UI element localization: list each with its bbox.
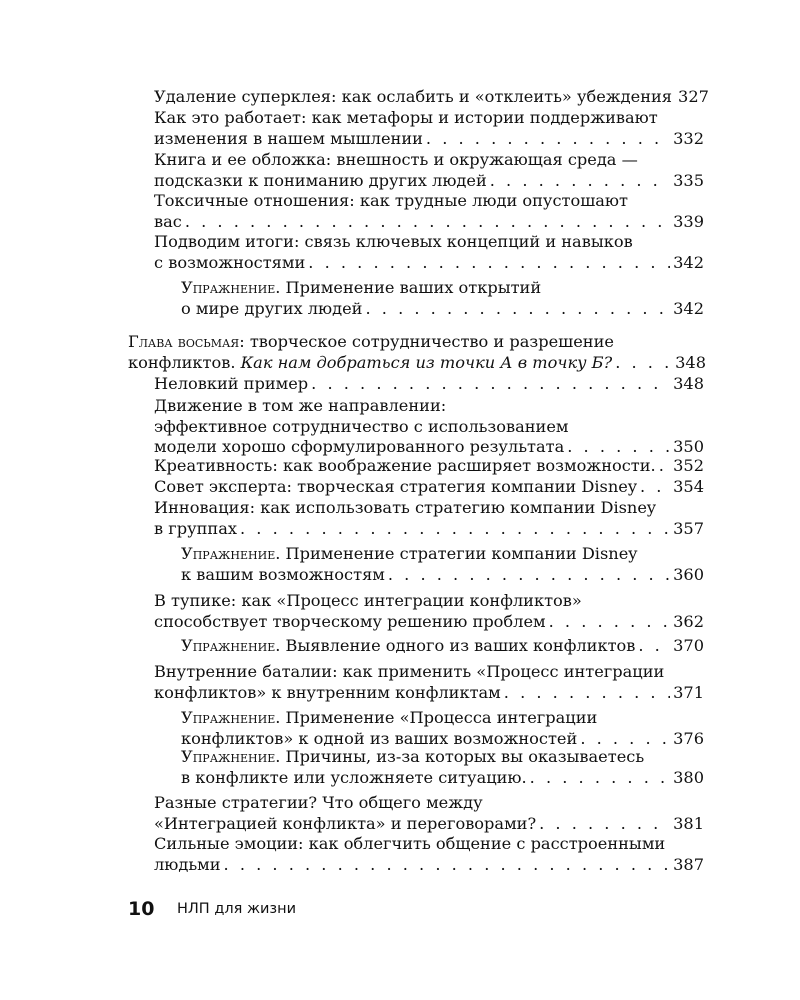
toc-page-number: 362 [673, 611, 704, 631]
toc-entry-title: В тупике: как «Процесс интеграции конфликтов» [154, 591, 582, 610]
toc-page-number: 381 [673, 813, 704, 833]
toc-exercise [181, 278, 704, 319]
toc-chapter [128, 332, 706, 373]
dot-leader [426, 129, 670, 150]
chapter-subtitle: Как нам добраться из точки А в точку Б? [240, 352, 613, 372]
toc-entry-title: Применение ваших открытий [285, 278, 542, 297]
exercise-label: Упражнение. [181, 278, 281, 297]
dot-leader [365, 299, 670, 320]
toc-entry-title: Как это работает: как метафоры и истории поддерживают [154, 108, 658, 127]
toc-entry-title: Движение в том же направлении: [154, 396, 447, 415]
toc-entry [154, 374, 704, 395]
dot-leader [640, 477, 670, 498]
dot-leader [539, 814, 670, 835]
toc-entry-title: Токсичные отношения: как трудные люди опустошают [154, 191, 628, 210]
toc-page-number: 348 [675, 352, 706, 372]
running-footer-title: НЛП для жизни [177, 901, 297, 917]
toc-page-number: 357 [673, 518, 704, 538]
toc-page-number: 387 [673, 854, 704, 874]
toc-entry-title: Выявление одного из ваших конфликтов [285, 636, 636, 655]
exercise-label: Упражнение. [181, 708, 281, 727]
toc-entry-title: Применение «Процесса интеграции [285, 708, 598, 727]
toc-entry-title-cont: вас [154, 211, 182, 231]
toc-exercise [181, 544, 704, 585]
toc-page-number: 371 [673, 682, 704, 702]
dot-leader [530, 768, 670, 789]
toc-entry-title: Внутренние баталии: как применить «Процесс интеграции [154, 662, 665, 681]
toc-entry-title: Инновация: как использовать стратегию компании Disney [154, 498, 657, 517]
toc-entry-title: Удаление суперклея: как ослабить и «отклеить» убеждения [154, 87, 673, 106]
dot-leader [185, 212, 670, 233]
dot-leader [638, 636, 670, 657]
toc-page-number: 332 [673, 128, 704, 148]
dot-leader [504, 683, 670, 704]
toc-entry-title-cont: в конфликте или усложняете ситуацию. [181, 767, 527, 787]
toc-entry-title: Разные стратегии? Что общего между [154, 793, 483, 812]
toc-entry-title-cont: способствует творческому решению проблем [154, 611, 546, 631]
toc-entry-title: Креативность: как воображение расширяет возможности. [154, 456, 656, 475]
toc-exercise [181, 636, 704, 657]
toc-entry [154, 396, 704, 458]
toc-entry [154, 232, 704, 273]
toc-entry-title: Неловкий пример [154, 374, 309, 393]
dot-leader [659, 456, 670, 477]
toc-entry [154, 662, 704, 703]
chapter-title-cont: конфликтов. [128, 352, 236, 372]
toc-page-number: 350 [673, 437, 704, 457]
toc-page-number: 352 [673, 456, 704, 475]
exercise-label: Упражнение. [181, 544, 281, 563]
toc-entry-title-cont: в группах [154, 518, 237, 538]
toc-entry-title: Сильные эмоции: как облегчить общение с расстроенными [154, 834, 666, 853]
toc-page-number: 354 [673, 477, 704, 496]
toc-entry-title: Совет эксперта: творческая стратегия компании Disney [154, 477, 637, 496]
folio-page-number: 10 [128, 898, 155, 920]
dot-leader [615, 353, 672, 374]
dot-leader [490, 171, 670, 192]
toc-exercise [181, 708, 704, 749]
toc-page-number: 376 [673, 728, 704, 748]
toc-entry-title-cont: к вашим возможностям [181, 564, 385, 584]
dot-leader [388, 565, 670, 586]
toc-entry-title-cont: людьми [154, 854, 221, 874]
toc-entry-title-cont: «Интеграцией конфликта» и переговорами? [154, 813, 537, 833]
toc-page-number: 380 [673, 767, 704, 787]
toc-entry-title-cont: о мире других людей [181, 298, 363, 318]
toc-page-number: 339 [673, 211, 704, 231]
dot-leader [311, 374, 670, 395]
toc-page-number: 370 [673, 636, 704, 655]
dot-leader [240, 519, 670, 540]
toc-page-number: 342 [673, 252, 704, 272]
toc-entry [154, 477, 704, 498]
toc-entry [154, 108, 704, 149]
toc-entry-title: Подводим итоги: связь ключевых концепций и навыков [154, 232, 633, 251]
toc-entry [154, 793, 704, 834]
dot-leader [224, 855, 671, 876]
toc-entry-title-cont: подсказки к пониманию других людей [154, 170, 487, 190]
toc-entry [154, 150, 704, 191]
toc-entry-title-cont: конфликтов» к внутренним конфликтам [154, 682, 501, 702]
toc-entry-title-cont: с возможностями [154, 252, 306, 272]
toc-page-number: 335 [673, 170, 704, 190]
toc-entry-title: Книга и ее обложка: внешность и окружающая среда — [154, 150, 638, 169]
dot-leader [549, 612, 670, 633]
toc-entry [154, 456, 704, 477]
toc-entry [154, 591, 704, 632]
toc-entry-title-cont: эффективное сотрудничество с использованием [154, 416, 569, 436]
toc-entry [154, 834, 704, 875]
toc-page-number: 327 [678, 87, 709, 106]
exercise-label: Упражнение. [181, 636, 281, 655]
chapter-title: творческое сотрудничество и разрешение [249, 332, 614, 351]
toc-entry-title-cont: модели хорошо сформулированного результата [154, 437, 565, 457]
toc-entry-title-cont: конфликтов» к одной из ваших возможностей [181, 728, 578, 748]
exercise-label: Упражнение. [181, 747, 281, 766]
toc-entry-title: Причины, из-за которых вы оказываетесь [285, 747, 645, 766]
toc-entry-title-cont: изменения в нашем мышлении [154, 128, 423, 148]
dot-leader [567, 437, 670, 458]
toc-entry-title: Применение стратегии компании Disney [285, 544, 638, 563]
dot-leader [308, 253, 670, 274]
toc-entry [154, 498, 704, 539]
toc-page-number: 348 [673, 374, 704, 393]
toc-exercise [181, 747, 704, 788]
toc-entry [154, 87, 709, 108]
chapter-label: Глава восьмая: [128, 332, 245, 351]
toc-page-number: 342 [673, 298, 704, 318]
toc-page-number: 360 [673, 564, 704, 584]
toc-entry [154, 191, 704, 232]
